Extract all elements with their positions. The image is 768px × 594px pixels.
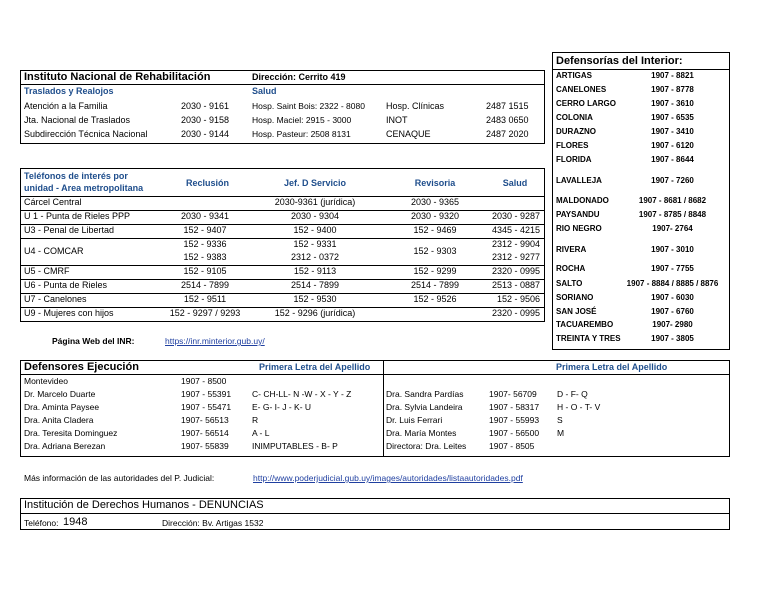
ejecucion-title: Defensores Ejecución xyxy=(24,361,139,373)
defensor-name: Montevideo xyxy=(24,376,68,386)
interior-name: LAVALLEJA xyxy=(556,176,602,185)
traslado-phone: 2030 - 9158 xyxy=(181,115,230,125)
defensor-name: Directora: Dra. Leites xyxy=(386,441,467,451)
interior-phone: 1907- 2764 xyxy=(652,224,693,233)
interior-name: FLORES xyxy=(556,141,589,150)
reclusion-value: 152 - 9407 xyxy=(183,225,227,235)
inr-direccion: Dirección: Cerrito 419 xyxy=(252,72,346,82)
interior-name: TREINTA Y TRES xyxy=(556,334,621,343)
reclusion-value: 152 - 9297 / 9293 xyxy=(169,308,241,318)
defensor-letters: S xyxy=(557,415,563,425)
traslados-header: Traslados y Realojos xyxy=(24,86,114,96)
inr-title-divider xyxy=(20,84,545,85)
revisoria-value: 2030 - 9365 xyxy=(410,197,460,207)
ejecucion-col-header-left: Primera Letra del Apellido xyxy=(259,362,371,372)
ejecucion-col-header-right: Primera Letra del Apellido xyxy=(556,362,668,372)
interior-name: FLORIDA xyxy=(556,155,592,164)
web-inr-link[interactable]: https://inr.minterior.gub.uy/ xyxy=(165,336,265,346)
defensor-phone: 1907 - 55471 xyxy=(181,402,232,412)
reclusion-value: 152 - 9336 xyxy=(183,239,227,249)
interior-name: CERRO LARGO xyxy=(556,99,616,108)
reclusion-value: 2514 - 7899 xyxy=(180,280,230,290)
revisoria-value: 2514 - 7899 xyxy=(410,280,460,290)
ddhh-title: Institución de Derechos Humanos - DENUNCIAS xyxy=(24,499,264,511)
unit-name: U9 - Mujeres con hijos xyxy=(24,308,114,318)
interior-phone: 1907 - 6760 xyxy=(651,307,694,316)
interior-name: RIVERA xyxy=(556,245,587,254)
interior-phone: 1907 - 6120 xyxy=(651,141,694,150)
defensor-letters: C- CH-LL- N -W - X - Y - Z xyxy=(252,389,352,399)
salud-value: 2030 - 9287 xyxy=(491,211,540,221)
jef-value: 152 - 9296 (jurídica) xyxy=(274,308,356,318)
interes-header-2: unidad - Area metropolitana xyxy=(24,183,144,193)
interior-phone: 1907 - 8644 xyxy=(651,155,694,164)
salud-name: CENAQUE xyxy=(386,129,431,139)
salud-value: 4345 - 4215 xyxy=(491,225,540,235)
jef-value: 152 - 9530 xyxy=(293,294,337,304)
interior-phone: 1907- 2980 xyxy=(652,320,693,329)
interior-name: MALDONADO xyxy=(556,196,609,205)
jef-value: 2312 - 0372 xyxy=(290,252,340,262)
salud-value: 2312 - 9277 xyxy=(491,252,540,262)
salud-hosp: Hosp. Pasteur: 2508 8131 xyxy=(252,129,351,139)
salud-value: 152 - 9506 xyxy=(496,294,540,304)
ddhh-direccion: Dirección: Bv. Artigas 1532 xyxy=(162,518,264,528)
col-revisoria: Revisoria xyxy=(414,178,456,188)
defensor-letters: R xyxy=(252,415,259,425)
salud-name: INOT xyxy=(386,115,408,125)
interior-phone: 1907 - 8884 / 8885 / 8876 xyxy=(626,279,719,288)
defensor-name: Dr. Marcelo Duarte xyxy=(24,389,96,399)
traslado-name: Atención a la Familia xyxy=(24,101,108,111)
salud-phone: 2487 1515 xyxy=(486,101,529,111)
interior-phone: 1907 - 3010 xyxy=(651,245,694,254)
interior-phone: 1907 - 3805 xyxy=(651,334,694,343)
jef-value: 152 - 9400 xyxy=(293,225,337,235)
unit-name: U6 - Punta de Rieles xyxy=(24,280,108,290)
unit-name: U4 - COMCAR xyxy=(24,246,84,256)
defensor-phone: 1907 - 56500 xyxy=(489,428,540,438)
salud-value: 2320 - 0995 xyxy=(491,308,540,318)
interior-phone: 1907 - 8681 / 8682 xyxy=(638,196,707,205)
revisoria-value: 152 - 9469 xyxy=(413,225,457,235)
interior-phone: 1907 - 7755 xyxy=(651,264,694,273)
salud-name: Hosp. Clínicas xyxy=(386,101,445,111)
jef-value: 2030-9361 (jurídica) xyxy=(274,197,356,207)
salud-header: Salud xyxy=(252,86,277,96)
interior-phone: 1907 - 6535 xyxy=(651,113,694,122)
jef-value: 2030 - 9304 xyxy=(290,211,340,221)
col-salud: Salud xyxy=(502,178,528,188)
defensor-phone: 1907- 56709 xyxy=(489,389,537,399)
defensor-name: Dra. María Montes xyxy=(386,428,457,438)
defensor-phone: 1907 - 58317 xyxy=(489,402,540,412)
defensor-letters: M xyxy=(557,428,565,438)
traslado-name: Jta. Nacional de Traslados xyxy=(24,115,131,125)
reclusion-value: 2030 - 9341 xyxy=(180,211,230,221)
defensor-letters: H - O - T- V xyxy=(557,402,601,412)
revisoria-value: 2030 - 9320 xyxy=(410,211,460,221)
interior-phone: 1907 - 6030 xyxy=(651,293,694,302)
interior-phone: 1907 - 8778 xyxy=(651,85,694,94)
defensor-name: Dra. Sylvia Landeira xyxy=(386,402,463,412)
interior-phone: 1907 - 8821 xyxy=(651,71,694,80)
pjudicial-label: Más información de las autoridades del P. Judicial: xyxy=(24,473,215,483)
ddhh-title-divider xyxy=(20,513,730,514)
pjudicial-link[interactable]: http://www.poderjudicial.gub.uy/images/autoridades/listaautoridades.pdf xyxy=(253,473,523,483)
traslado-phone: 2030 - 9161 xyxy=(181,101,230,111)
interior-name: SALTO xyxy=(556,279,583,288)
reclusion-value: 152 - 9383 xyxy=(183,252,227,262)
ejecucion-col-divider xyxy=(383,360,384,457)
interior-phone: 1907 - 8785 / 8848 xyxy=(638,210,707,219)
ddhh-tel: 1948 xyxy=(63,516,88,528)
defensor-name: Dra. Teresita Dominguez xyxy=(24,428,118,438)
interior-name: ARTIGAS xyxy=(556,71,592,80)
jef-value: 152 - 9113 xyxy=(293,266,337,276)
defensor-name: Dra. Anita Cladera xyxy=(24,415,94,425)
interior-name: RIO NEGRO xyxy=(556,224,602,233)
salud-hosp: Hosp. Saint Bois: 2322 - 8080 xyxy=(252,101,365,111)
unit-name: U7 - Canelones xyxy=(24,294,87,304)
interior-name: COLONIA xyxy=(556,113,593,122)
salud-phone: 2487 2020 xyxy=(486,129,529,139)
defensor-phone: 1907 - 55391 xyxy=(181,389,232,399)
traslado-phone: 2030 - 9144 xyxy=(181,129,230,139)
interior-phone: 1907 - 3410 xyxy=(651,127,694,136)
interior-name: PAYSANDU xyxy=(556,210,600,219)
defensor-phone: 1907 - 55993 xyxy=(489,415,540,425)
defensor-name: Dra. Aminta Paysee xyxy=(24,402,100,412)
defensor-phone: 1907- 56513 xyxy=(181,415,229,425)
salud-value: 2312 - 9904 xyxy=(491,239,540,249)
reclusion-value: 152 - 9511 xyxy=(183,294,227,304)
traslado-name: Subdirección Técnica Nacional xyxy=(24,129,148,139)
interior-name: DURAZNO xyxy=(556,127,596,136)
interior-name: CANELONES xyxy=(556,85,607,94)
interior-title: Defensorías del Interior: xyxy=(556,55,683,67)
defensor-name: Dr. Luis Ferrari xyxy=(386,415,443,425)
jef-value: 152 - 9331 xyxy=(293,239,337,249)
col-jef: Jef. D Servicio xyxy=(283,178,347,188)
defensor-letters: A - L xyxy=(252,428,270,438)
reclusion-value: 152 - 9105 xyxy=(183,266,227,276)
revisoria-value: 152 - 9526 xyxy=(413,294,457,304)
interior-name: SORIANO xyxy=(556,293,594,302)
interior-phone: 1907 - 3610 xyxy=(651,99,694,108)
defensor-letters: E- G- I- J - K- U xyxy=(252,402,312,412)
interior-name: SAN JOSÉ xyxy=(556,307,597,316)
defensor-phone: 1907- 56514 xyxy=(181,428,229,438)
revisoria-value: 152 - 9303 xyxy=(413,246,457,256)
defensor-phone: 1907 - 8505 xyxy=(489,441,535,451)
unit-name: U5 - CMRF xyxy=(24,266,70,276)
ddhh-tel-label: Teléfono: xyxy=(24,518,59,528)
unit-name: Cárcel Central xyxy=(24,197,82,207)
web-inr-label: Página Web del INR: xyxy=(52,336,135,346)
salud-value: 2320 - 0995 xyxy=(491,266,540,276)
defensor-phone: 1907- 55839 xyxy=(181,441,229,451)
jef-value: 2514 - 7899 xyxy=(290,280,340,290)
ejecucion-title-divider xyxy=(20,374,730,375)
inr-title: Instituto Nacional de Rehabilitación xyxy=(24,71,211,83)
revisoria-value: 152 - 9299 xyxy=(413,266,457,276)
interior-name: ROCHA xyxy=(556,264,586,273)
interior-title-divider xyxy=(552,69,730,70)
unit-name: U 1 - Punta de Rieles PPP xyxy=(24,211,131,221)
defensor-name: Dra. Adriana Berezan xyxy=(24,441,106,451)
defensor-phone: 1907 - 8500 xyxy=(181,376,227,386)
col-reclusion: Reclusión xyxy=(185,178,229,188)
unit-name: U3 - Penal de Libertad xyxy=(24,225,115,235)
defensor-letters: INIMPUTABLES - B- P xyxy=(252,441,338,451)
defensor-letters: D - F- Q xyxy=(557,389,588,399)
defensor-name: Dra. Sandra Pardías xyxy=(386,389,464,399)
salud-hosp: Hosp. Maciel: 2915 - 3000 xyxy=(252,115,352,125)
interes-header-1: Teléfonos de interés por xyxy=(24,171,128,181)
salud-value: 2513 - 0887 xyxy=(491,280,540,290)
salud-phone: 2483 0650 xyxy=(486,115,529,125)
interior-phone: 1907 - 7260 xyxy=(651,176,694,185)
interior-name: TACUAREMBO xyxy=(556,320,614,329)
